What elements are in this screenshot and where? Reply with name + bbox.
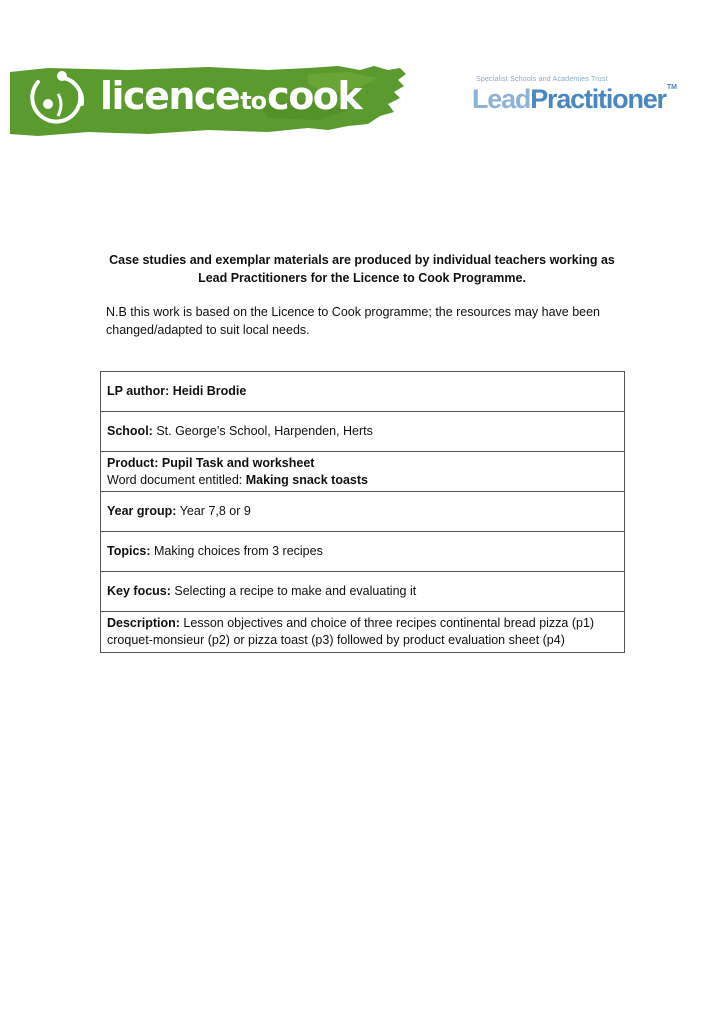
adaptation-note: N.B this work is based on the Licence to Cook programme; the resources may have been changed/adapted to suit local needs. [106, 305, 601, 337]
product-document [107, 472, 618, 489]
intro-line-2: Lead Practitioners for the Licence to Cook Programme. [198, 271, 526, 285]
author-cell [101, 372, 625, 412]
lp-word-lead: Lead [472, 84, 531, 114]
lp-tagline: Specialist Schools and Academies Trust [476, 76, 608, 83]
details-table [100, 371, 625, 653]
product-cell [101, 452, 625, 492]
topics-value: Making choices from 3 recipes [150, 544, 323, 558]
school-value: St. George’s School, Harpenden, Herts [152, 424, 373, 438]
table-row-topics [101, 532, 625, 572]
topics-label: Topics: [107, 544, 151, 558]
year-value: Year 7,8 or 9 [176, 504, 251, 518]
product-doc-prefix: Word document entitled: [107, 472, 246, 487]
intro-line-1: Case studies and exemplar materials are produced by individual teachers working as [109, 253, 615, 267]
topics-cell [101, 532, 625, 572]
table-row-product [101, 452, 625, 492]
table-row-school [101, 412, 625, 452]
table-row-author [101, 372, 625, 412]
school-label: School: [107, 424, 153, 438]
lp-word-practitioner: Practitioner [530, 84, 666, 114]
description-value: Lesson objectives and choice of three recipes continental bread pizza (p1) croquet-monsieur (p2) or pizza toast (p3) followed by product evaluation sheet (p4) [107, 616, 595, 647]
year-cell [101, 492, 625, 532]
focus-label: Key focus: [107, 584, 171, 598]
lp-trademark: TM [666, 84, 677, 91]
description-label: Description: [107, 616, 180, 630]
table-row-year [101, 492, 625, 532]
table-row-description [101, 612, 625, 653]
focus-cell [101, 572, 625, 612]
lp-wordmark [472, 84, 677, 115]
lead-practitioner-logo [470, 76, 690, 120]
licence-to-cook-logo [8, 64, 408, 138]
product-label: Product: Pupil Task and worksheet [107, 455, 315, 470]
table-row-focus [101, 572, 625, 612]
year-label: Year group: [107, 504, 177, 518]
intro-statement [106, 251, 618, 287]
description-cell [101, 612, 625, 653]
author-label: LP author: Heidi Brodie [107, 384, 247, 398]
school-cell [101, 412, 625, 452]
banner-text: licencetocook [100, 74, 362, 118]
focus-value: Selecting a recipe to make and evaluating it [170, 584, 417, 598]
product-doc-title: Making snack toasts [245, 472, 368, 487]
